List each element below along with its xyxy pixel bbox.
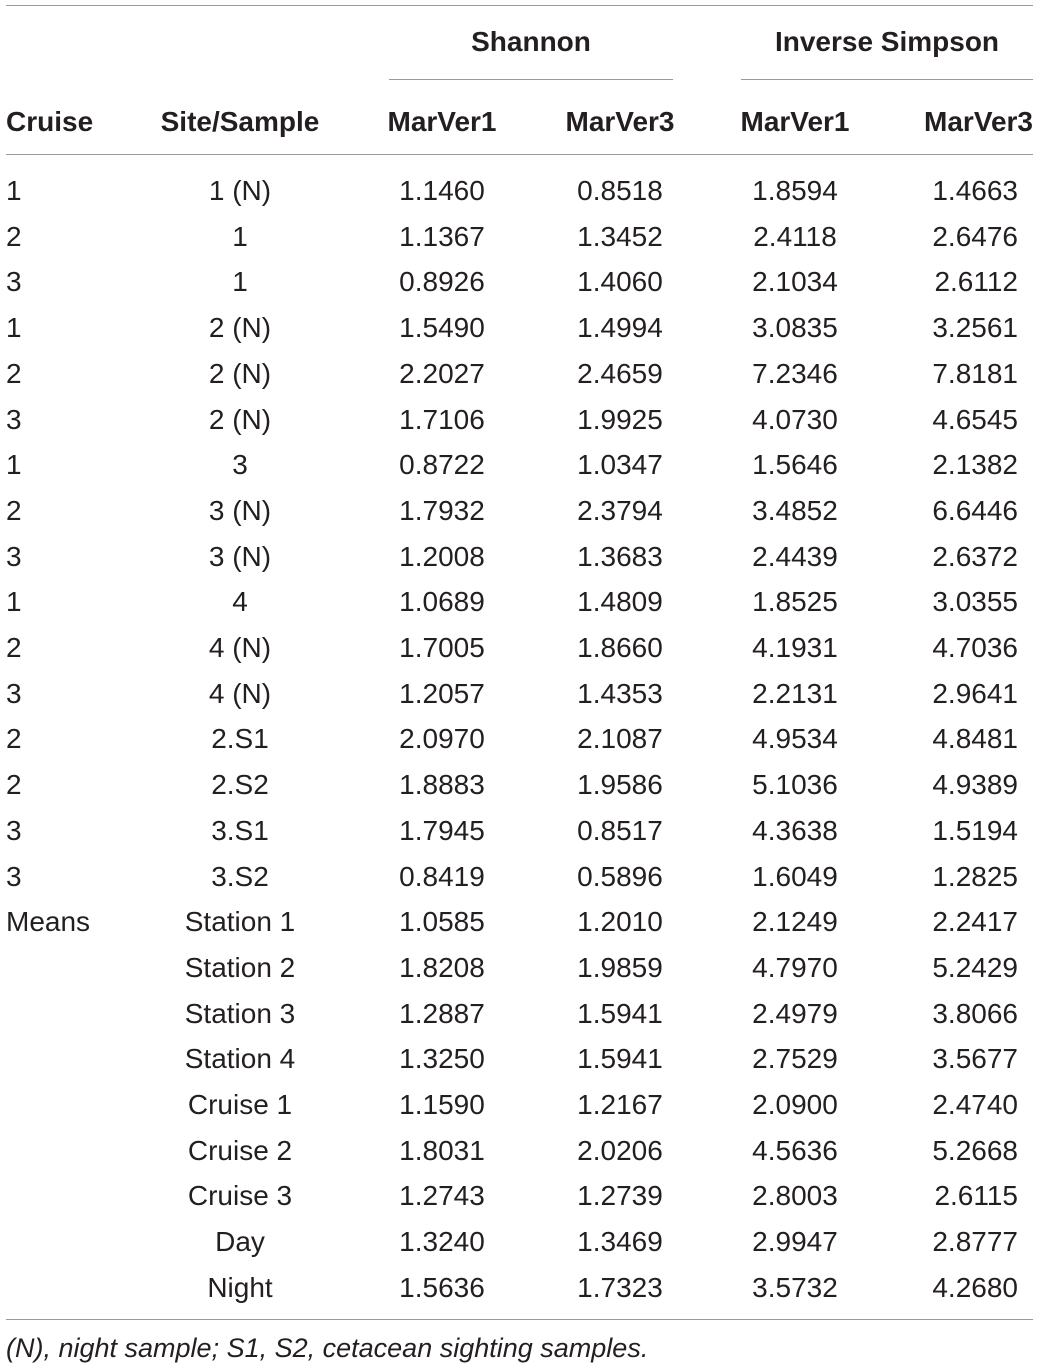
cell-site-sample: 2 (N) bbox=[208, 312, 272, 343]
column-header-shannon-marver3: MarVer3 bbox=[565, 106, 675, 137]
cell-shannon-marver3: 1.9925 bbox=[577, 404, 663, 435]
cell-shannon-marver1: 1.7945 bbox=[399, 815, 485, 846]
cell-simpson-marver3: 2.9641 bbox=[932, 678, 1018, 709]
cell-simpson-marver1: 4.1931 bbox=[752, 632, 838, 663]
cell-cruise: 1 bbox=[6, 586, 22, 617]
cell-site-sample: Cruise 2 bbox=[187, 1135, 293, 1166]
cell-cruise: 3 bbox=[6, 404, 22, 435]
cell-shannon-marver1: 2.2027 bbox=[399, 358, 485, 389]
cell-site-sample: 3 (N) bbox=[208, 541, 272, 572]
cell-simpson-marver3: 2.2417 bbox=[932, 906, 1018, 937]
cell-shannon-marver1: 1.2743 bbox=[399, 1180, 485, 1211]
cell-simpson-marver3: 2.1382 bbox=[932, 449, 1018, 480]
cell-shannon-marver1: 1.2057 bbox=[399, 678, 485, 709]
header-rule bbox=[6, 154, 1033, 155]
cell-shannon-marver1: 1.8208 bbox=[399, 952, 485, 983]
cell-simpson-marver1: 2.1034 bbox=[752, 266, 838, 297]
cell-simpson-marver3: 2.6112 bbox=[934, 266, 1018, 297]
cell-cruise: 1 bbox=[6, 449, 22, 480]
column-header-shannon-marver1: MarVer1 bbox=[387, 106, 497, 137]
group-header-inverse-simpson: Inverse Simpson bbox=[774, 26, 1000, 57]
cell-shannon-marver1: 1.8031 bbox=[399, 1135, 485, 1166]
cell-shannon-marver3: 1.4060 bbox=[577, 266, 663, 297]
cell-site-sample: 2.S1 bbox=[211, 723, 269, 754]
group-header-shannon: Shannon bbox=[471, 26, 591, 57]
cell-simpson-marver3: 2.6476 bbox=[932, 221, 1018, 252]
cell-site-sample: Station 4 bbox=[184, 1043, 296, 1074]
cell-cruise: 2 bbox=[6, 769, 22, 800]
cell-simpson-marver3: 5.2668 bbox=[932, 1135, 1018, 1166]
cell-shannon-marver1: 1.2887 bbox=[399, 998, 485, 1029]
shannon-group-rule bbox=[389, 79, 673, 80]
cell-site-sample: Station 3 bbox=[184, 998, 296, 1029]
cell-site-sample: Station 2 bbox=[184, 952, 296, 983]
cell-simpson-marver1: 2.2131 bbox=[752, 678, 838, 709]
cell-simpson-marver1: 2.8003 bbox=[752, 1180, 838, 1211]
cell-shannon-marver3: 1.5941 bbox=[577, 1043, 663, 1074]
cell-shannon-marver1: 1.5490 bbox=[399, 312, 485, 343]
cell-shannon-marver3: 2.4659 bbox=[577, 358, 663, 389]
cell-shannon-marver1: 1.8883 bbox=[399, 769, 485, 800]
cell-shannon-marver3: 1.9586 bbox=[577, 769, 663, 800]
cell-shannon-marver3: 1.2167 bbox=[577, 1089, 663, 1120]
cell-cruise: 3 bbox=[6, 541, 22, 572]
cell-cruise: 2 bbox=[6, 495, 22, 526]
cell-shannon-marver1: 1.3250 bbox=[399, 1043, 485, 1074]
cell-simpson-marver3: 3.5677 bbox=[932, 1043, 1018, 1074]
cell-shannon-marver1: 1.7106 bbox=[399, 404, 485, 435]
cell-shannon-marver1: 1.0689 bbox=[399, 586, 485, 617]
cell-shannon-marver3: 2.3794 bbox=[577, 495, 663, 526]
cell-shannon-marver1: 2.0970 bbox=[399, 723, 485, 754]
cell-site-sample: 2 (N) bbox=[208, 358, 272, 389]
cell-simpson-marver3: 2.8777 bbox=[932, 1226, 1018, 1257]
cell-simpson-marver1: 3.0835 bbox=[752, 312, 838, 343]
cell-site-sample: 4 (N) bbox=[208, 632, 272, 663]
cell-site-sample: 1 bbox=[232, 266, 248, 297]
cell-shannon-marver3: 1.3469 bbox=[577, 1226, 663, 1257]
cell-simpson-marver3: 7.8181 bbox=[932, 358, 1018, 389]
column-header-simpson-marver1: MarVer1 bbox=[740, 106, 850, 137]
cell-shannon-marver3: 0.5896 bbox=[577, 861, 663, 892]
cell-simpson-marver1: 4.7970 bbox=[752, 952, 838, 983]
column-header-simpson-marver3: MarVer3 bbox=[924, 106, 1033, 137]
cell-cruise: Means bbox=[6, 906, 91, 937]
cell-site-sample: Day bbox=[215, 1226, 265, 1257]
cell-site-sample: 1 bbox=[232, 221, 248, 252]
cell-shannon-marver3: 2.0206 bbox=[577, 1135, 663, 1166]
cell-shannon-marver3: 1.3683 bbox=[577, 541, 663, 572]
cell-cruise: 3 bbox=[6, 815, 22, 846]
cell-site-sample: Station 1 bbox=[184, 906, 296, 937]
cell-simpson-marver3: 5.2429 bbox=[932, 952, 1018, 983]
cell-site-sample: Cruise 1 bbox=[187, 1089, 293, 1120]
cell-simpson-marver1: 2.7529 bbox=[752, 1043, 838, 1074]
cell-simpson-marver1: 2.4439 bbox=[752, 541, 838, 572]
cell-shannon-marver3: 1.2739 bbox=[577, 1180, 663, 1211]
cell-simpson-marver1: 5.1036 bbox=[752, 769, 838, 800]
cell-simpson-marver3: 3.0355 bbox=[932, 586, 1018, 617]
top-rule bbox=[6, 5, 1033, 6]
cell-simpson-marver1: 1.8594 bbox=[752, 175, 838, 206]
inverse-simpson-group-rule bbox=[741, 79, 1033, 80]
cell-simpson-marver1: 4.3638 bbox=[752, 815, 838, 846]
cell-shannon-marver1: 1.5636 bbox=[399, 1272, 485, 1303]
cell-simpson-marver1: 2.9947 bbox=[752, 1226, 838, 1257]
cell-simpson-marver1: 2.1249 bbox=[752, 906, 838, 937]
cell-cruise: 2 bbox=[6, 723, 22, 754]
cell-cruise: 2 bbox=[6, 221, 22, 252]
cell-cruise: 3 bbox=[6, 678, 22, 709]
cell-simpson-marver1: 4.5636 bbox=[752, 1135, 838, 1166]
cell-shannon-marver3: 2.1087 bbox=[577, 723, 663, 754]
cell-shannon-marver3: 1.7323 bbox=[577, 1272, 663, 1303]
cell-shannon-marver3: 1.0347 bbox=[577, 449, 663, 480]
cell-shannon-marver3: 0.8518 bbox=[577, 175, 663, 206]
cell-cruise: 2 bbox=[6, 632, 22, 663]
cell-simpson-marver3: 4.9389 bbox=[932, 769, 1018, 800]
cell-site-sample: 4 (N) bbox=[208, 678, 272, 709]
cell-site-sample: Night bbox=[207, 1272, 273, 1303]
cell-simpson-marver3: 4.2680 bbox=[932, 1272, 1018, 1303]
cell-simpson-marver1: 1.5646 bbox=[752, 449, 838, 480]
cell-simpson-marver1: 1.8525 bbox=[752, 586, 838, 617]
cell-shannon-marver3: 1.3452 bbox=[577, 221, 663, 252]
cell-shannon-marver1: 1.3240 bbox=[399, 1226, 485, 1257]
cell-cruise: 3 bbox=[6, 266, 22, 297]
cell-simpson-marver1: 4.9534 bbox=[752, 723, 838, 754]
cell-shannon-marver1: 1.1367 bbox=[399, 221, 485, 252]
cell-shannon-marver1: 1.1460 bbox=[399, 175, 485, 206]
cell-site-sample: 3 bbox=[232, 449, 248, 480]
cell-simpson-marver3: 3.8066 bbox=[932, 998, 1018, 1029]
cell-site-sample: 4 bbox=[232, 586, 248, 617]
column-header-cruise: Cruise bbox=[6, 106, 94, 137]
cell-simpson-marver3: 4.7036 bbox=[932, 632, 1018, 663]
cell-simpson-marver3: 2.4740 bbox=[932, 1089, 1018, 1120]
cell-site-sample: 3.S2 bbox=[211, 861, 269, 892]
cell-cruise: 1 bbox=[6, 175, 22, 206]
cell-cruise: 3 bbox=[6, 861, 22, 892]
cell-shannon-marver1: 0.8419 bbox=[399, 861, 485, 892]
cell-simpson-marver1: 7.2346 bbox=[752, 358, 838, 389]
cell-simpson-marver1: 2.0900 bbox=[752, 1089, 838, 1120]
cell-shannon-marver3: 1.5941 bbox=[577, 998, 663, 1029]
cell-shannon-marver1: 1.0585 bbox=[399, 906, 485, 937]
cell-shannon-marver1: 0.8722 bbox=[399, 449, 485, 480]
cell-simpson-marver1: 1.6049 bbox=[752, 861, 838, 892]
cell-cruise: 2 bbox=[6, 358, 22, 389]
cell-simpson-marver3: 4.8481 bbox=[932, 723, 1018, 754]
cell-simpson-marver3: 1.5194 bbox=[932, 815, 1018, 846]
cell-site-sample: Cruise 3 bbox=[187, 1180, 293, 1211]
bottom-rule bbox=[6, 1319, 1033, 1320]
cell-shannon-marver1: 1.7005 bbox=[399, 632, 485, 663]
cell-site-sample: 1 (N) bbox=[208, 175, 272, 206]
cell-cruise: 1 bbox=[6, 312, 22, 343]
cell-shannon-marver3: 1.4809 bbox=[577, 586, 663, 617]
table-footnote: (N), night sample; S1, S2, cetacean sighting samples. bbox=[6, 1333, 649, 1363]
cell-shannon-marver3: 0.8517 bbox=[577, 815, 663, 846]
cell-shannon-marver3: 1.4353 bbox=[577, 678, 663, 709]
cell-shannon-marver1: 1.2008 bbox=[399, 541, 485, 572]
cell-simpson-marver3: 1.2825 bbox=[932, 861, 1018, 892]
cell-simpson-marver1: 2.4118 bbox=[753, 221, 837, 252]
cell-simpson-marver1: 3.5732 bbox=[752, 1272, 838, 1303]
cell-simpson-marver1: 4.0730 bbox=[752, 404, 838, 435]
cell-shannon-marver3: 1.9859 bbox=[577, 952, 663, 983]
cell-simpson-marver3: 6.6446 bbox=[932, 495, 1018, 526]
cell-shannon-marver1: 1.7932 bbox=[399, 495, 485, 526]
cell-site-sample: 3 (N) bbox=[208, 495, 272, 526]
cell-site-sample: 2.S2 bbox=[211, 769, 269, 800]
cell-simpson-marver1: 3.4852 bbox=[752, 495, 838, 526]
cell-shannon-marver3: 1.4994 bbox=[577, 312, 663, 343]
cell-simpson-marver3: 3.2561 bbox=[932, 312, 1018, 343]
cell-site-sample: 3.S1 bbox=[211, 815, 269, 846]
cell-site-sample: 2 (N) bbox=[208, 404, 272, 435]
cell-simpson-marver3: 2.6372 bbox=[932, 541, 1018, 572]
cell-simpson-marver3: 4.6545 bbox=[932, 404, 1018, 435]
cell-shannon-marver3: 1.2010 bbox=[577, 906, 663, 937]
column-header-site-sample: Site/Sample bbox=[160, 106, 320, 137]
cell-simpson-marver1: 2.4979 bbox=[752, 998, 838, 1029]
cell-shannon-marver3: 1.8660 bbox=[577, 632, 663, 663]
cell-shannon-marver1: 0.8926 bbox=[399, 266, 485, 297]
cell-shannon-marver1: 1.1590 bbox=[399, 1089, 485, 1120]
cell-simpson-marver3: 1.4663 bbox=[932, 175, 1018, 206]
cell-simpson-marver3: 2.6115 bbox=[934, 1180, 1018, 1211]
